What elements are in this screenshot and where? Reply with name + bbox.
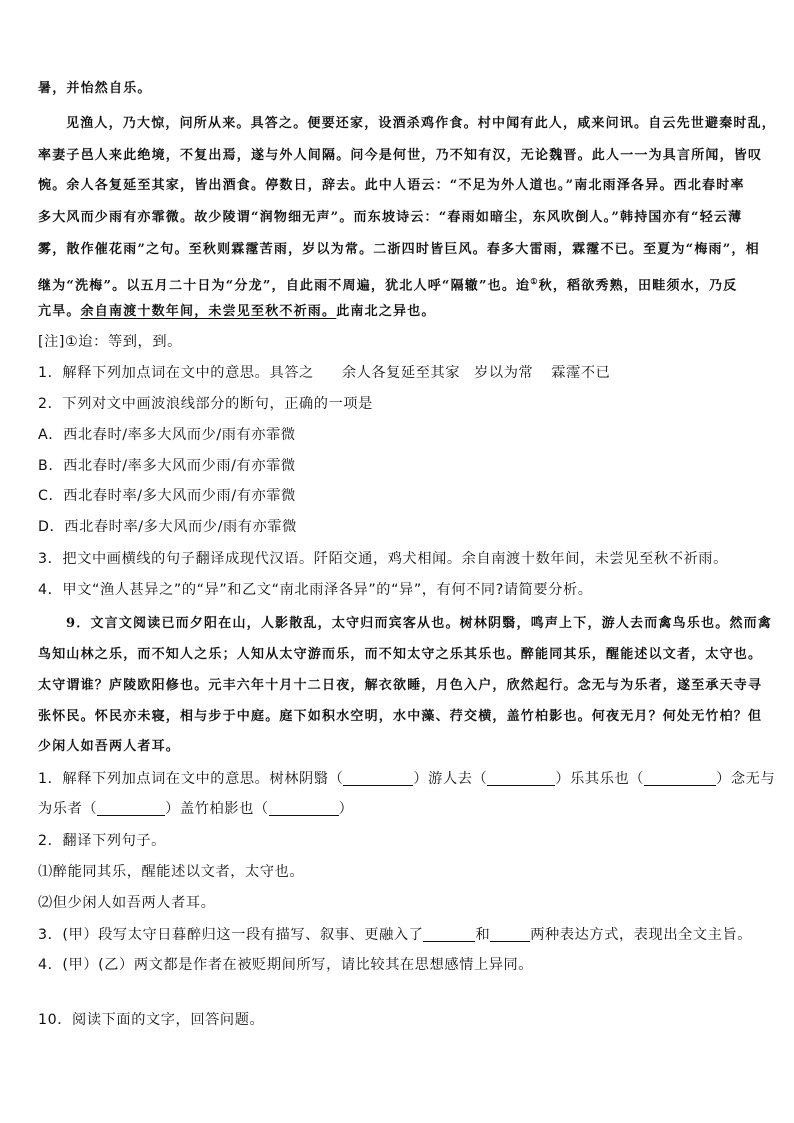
question-text: ）盖竹柏影也（ (165, 801, 269, 817)
question-text: 两种表达方式，表现出全文主旨。 (530, 927, 753, 943)
question-8-4: 4．甲文“渔人甚异之”的“异”和乙文“南北雨泽各异”的“异”，有何不同?请简要分析。 (38, 582, 593, 598)
question-text: 和 (475, 927, 491, 943)
footnote-marker: ① (530, 276, 539, 286)
question-9-1-cont (38, 799, 756, 819)
question-text: ）游人去（ (413, 771, 488, 787)
question-term: 余人各复延至其家 (341, 365, 461, 381)
question-text: ）乐其乐也（ (555, 771, 645, 787)
passage-line: 率妻子邑人来此绝境，不复出焉，遂与外人间隔。问今是何世，乃不知有汉，无论魏晋。此人一一为具言所闻，皆叹 (38, 148, 763, 163)
question-text: ） (338, 801, 354, 817)
question-term: 霖霪不已 (551, 365, 611, 381)
answer-blank[interactable] (487, 771, 555, 786)
question-9-2: 2．翻译下列句子。 (38, 833, 166, 849)
passage-line (38, 271, 756, 296)
question-text: ）念无与 (716, 771, 776, 787)
question-8-3: 3．把文中画横线的句子翻译成现代汉语。阡陌交通，鸡犬相闻。余自南渡十数年间，未尝见至秋不祈雨。 (38, 551, 728, 567)
question-term: 岁以为常 (474, 365, 534, 381)
question-8-1 (38, 363, 756, 383)
passage-line: 见渔人，乃大惊，问所从来。具答之。便要还家，设酒杀鸡作食。村中闻有此人，咸来问讯。自云先世避秦时乱， (66, 116, 777, 131)
passage-line: 暑，并怡然自乐。 (38, 81, 152, 96)
answer-blank[interactable] (490, 927, 530, 942)
passage-line: 太守谓谁？庐陵欧阳修也。元丰六年十月十二日夜，解衣欲睡，月色入户，欣然起行。念无与为乐者，遂至承天寺寻 (38, 678, 763, 693)
question-text: 1．解释下列加点词在文中的意思。树林阴翳（ (38, 771, 344, 787)
question-text: 1．解释下列加点词在文中的意思。具答之 (38, 365, 314, 381)
answer-blank[interactable] (269, 801, 339, 816)
passage-line: 雾，散作催花雨”之句。至秋则霖霪苦雨，岁以为常。二浙四时皆巨风。春多大雷雨，霖霪不已。至夏为“梅雨”，相 (38, 242, 760, 257)
option-a: A．西北春时/率多大风而少/雨有亦霏微 (38, 427, 296, 443)
question-text: 为乐者（ (38, 801, 98, 817)
passage-line: 少闲人如吾两人者耳。 (38, 739, 181, 754)
passage-line (38, 302, 756, 322)
passage-text: 秋，稻欲秀熟，田畦须水，乃反 (538, 278, 738, 294)
passage-line: 9．文言文阅读已而夕阳在山，人影散乱，太守归而宾客从也。树林阴翳，鸣声上下，游人去而禽鸟乐也。然而禽 (66, 616, 773, 631)
passage-line (38, 176, 756, 196)
option-d: D．西北春时率/多大风而少/雨有亦霏微 (38, 519, 297, 535)
question-9-2-2: ⑵但少闲人如吾两人者耳。 (38, 895, 216, 911)
underlined-sentence: 余自南渡十数年间，未尝见至秋不祈雨。 (80, 304, 337, 319)
passage-line: 鸟知山林之乐，而不知人之乐；人知从太守游而乐，而不知太守之乐其乐也。醉能同其乐，醒能述以文者，太守也。 (38, 647, 763, 662)
option-c: C．西北春时率/多大风而少雨/有亦霏微 (38, 488, 296, 504)
answer-blank[interactable] (644, 771, 716, 786)
question-9-2-1: ⑴醉能同其乐，醒能述以文者，太守也。 (38, 864, 305, 880)
question-text: 3．(甲）段写太守日暮醉归这一段有描写、叙事、更融入了 (38, 927, 424, 943)
passage-text: 此南北之异也。 (336, 304, 436, 319)
question-8-2: 2．下列对文中画波浪线部分的断句，正确的一项是 (38, 396, 373, 412)
passage-text: 继为“洗梅”。以五月二十日为“分龙”，自此雨不周遍，犹北人呼“隔辙”也。迨 (38, 278, 531, 294)
passage-line: 多大风而少雨有亦霏微。故少陵谓“润物细无声”。而东坡诗云：“春雨如暗尘，东风吹倒人。”韩持国亦有“轻云薄 (38, 210, 743, 225)
answer-blank[interactable] (97, 801, 165, 816)
question-10: 10．阅读下面的文字，回答问题。 (38, 1012, 265, 1028)
footnote: [注]①迨：等到，到。 (38, 334, 182, 350)
passage-line: 张怀民。怀民亦未寝，相与步于中庭。庭下如积水空明，水中藻、荇交横，盖竹柏影也。何夜无月？何处无竹柏？但 (38, 709, 763, 724)
option-b: B．西北春时/率多大风而少雨/有亦霏微 (38, 458, 296, 474)
passage-text: 亢旱。 (38, 304, 81, 319)
answer-blank[interactable] (343, 771, 413, 786)
passage-text: 惋。余人各复延至其家，皆出酒食。停数日，辞去。此中人语云：“不足为外人道也。”南北雨泽各异。西北春时率 (38, 178, 745, 193)
answer-blank[interactable] (423, 927, 475, 942)
question-9-4: 4．(甲）(乙）两文都是作者在被贬期间所写，请比较其在思想感情上异同。 (38, 957, 534, 973)
question-9-3 (38, 925, 756, 945)
question-9-1 (38, 769, 776, 789)
